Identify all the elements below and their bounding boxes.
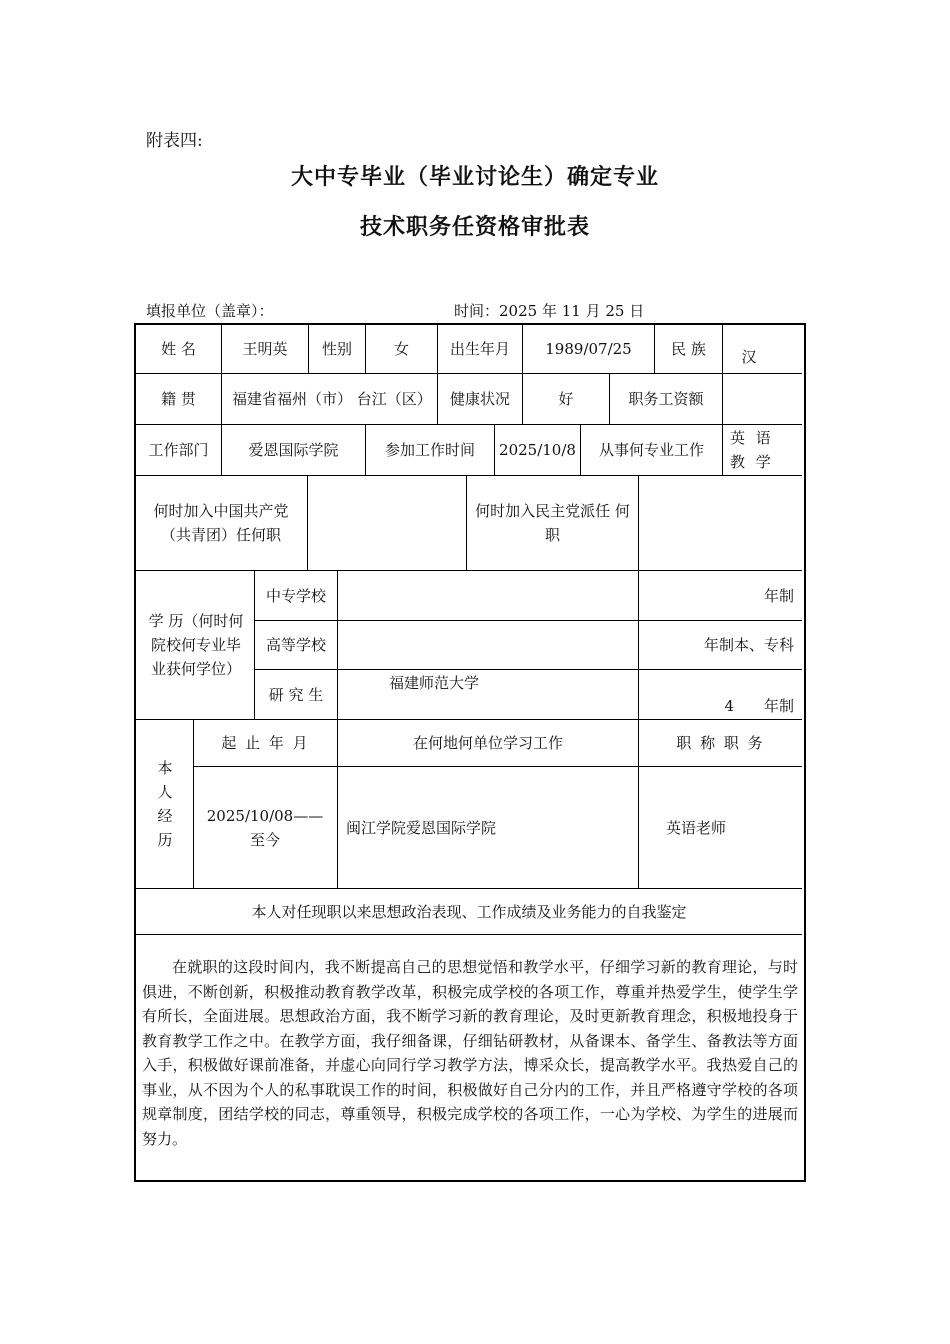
specialty-label: 从事何专业工作 (598, 441, 704, 459)
name-label: 姓 名 (161, 340, 196, 358)
secondary-school-label: 中专学校 (265, 586, 326, 605)
origin-label: 籍 贯 (161, 390, 196, 408)
experience-period[interactable]: 2025/10/08——至今 (206, 806, 324, 849)
appraisal-header: 本人对任现职以来思想政治表现、工作成绩及业务能力的自我鉴定 (251, 902, 687, 921)
secondary-school-value[interactable] (338, 571, 638, 620)
gender-label: 性别 (321, 340, 352, 358)
start-value[interactable]: 2025/10/8 (499, 441, 576, 459)
start-label: 参加工作时间 (384, 441, 475, 459)
title-header: 职 称 职 务 (676, 734, 765, 752)
period-header: 起 止 年 月 (221, 734, 310, 752)
health-label: 健康状况 (449, 390, 510, 408)
college-label: 高等学校 (265, 636, 326, 654)
appendix-label: 附表四: (146, 131, 203, 151)
place-header: 在何地何单位学习工作 (412, 734, 563, 752)
democratic-value[interactable] (639, 476, 802, 570)
party-value[interactable] (308, 476, 466, 570)
salary-label: 职务工资额 (628, 390, 704, 408)
education-label: 学 历（何时何院校何专业毕业获何学位） (148, 612, 244, 678)
form-title-line2: 技术职务任资格审批表 (359, 215, 590, 240)
college-years: 年制本、专科 (703, 636, 794, 654)
graduate-label: 研 究 生 (268, 685, 324, 704)
dept-value[interactable]: 爱恩国际学院 (248, 441, 339, 459)
ethnic-label: 民 族 (671, 340, 706, 358)
gender-value[interactable]: 女 (393, 340, 409, 358)
birth-value[interactable]: 1989/07/25 (545, 340, 632, 358)
graduate-years[interactable]: 4 年制 (724, 697, 794, 715)
democratic-label: 何时加入民主党派任 何 职 (475, 502, 630, 544)
birth-label: 出生年月 (449, 340, 510, 358)
graduate-school[interactable]: 福建师范大学 (388, 674, 479, 692)
self-appraisal-text[interactable]: 在就职的这段时间内，我不断提高自己的思想觉悟和教学水平，仔细学习新的教育理论，与时俱进，不断创新，积极推动教育教学改革，积极完成学校的各项工作，尊重并热爱学生，使学生学有所长，全面进展。思想政治方面，我不断学习新的教育理论，及时更新教育理念，积极地投身于教育教学工作之中。在教学方面，我仔细备课，仔细钻研教材，从备课本、备学生、备教法等方面入手，积极做好课前准备，并虚心向同行学习教学方法，博采众长，提高教学水平。我热爱自己的事业，从不因为个人的私事耽误工作的时间，积极做好自己分内的工作，并且严格遵守学校的各项规章制度，团结学校的同志，尊重领导，积极完成学校的各项工作，一心为学校、为学生的进展而努力。 (142, 958, 798, 1148)
secondary-school-years: 年制 (763, 586, 794, 605)
college-value[interactable] (338, 621, 638, 669)
party-label: 何时加入中国共产党（共青团）任何职 (153, 502, 289, 544)
fill-date: 时间：2025 年 11 月 25 日 (454, 302, 645, 320)
form-title-line1: 大中专毕业（毕业讨论生）确定专业 (290, 165, 659, 190)
experience-label: 本 人 经 历 (157, 759, 173, 849)
experience-title[interactable]: 英语老师 (666, 818, 727, 837)
origin-value[interactable]: 福建省福州（市） 台江（区） (232, 390, 432, 408)
dept-label: 工作部门 (148, 441, 209, 459)
salary-value[interactable] (723, 374, 802, 424)
experience-place[interactable]: 闽江学院爱恩国际学院 (346, 818, 497, 837)
specialty-value[interactable]: 英 语 教 学 (730, 429, 774, 471)
name-value[interactable]: 王明英 (242, 340, 288, 358)
unit-stamp-label: 填报单位（盖章）： (146, 302, 274, 320)
health-value[interactable]: 好 (558, 390, 574, 408)
ethnic-value[interactable]: 汉 (741, 348, 757, 366)
